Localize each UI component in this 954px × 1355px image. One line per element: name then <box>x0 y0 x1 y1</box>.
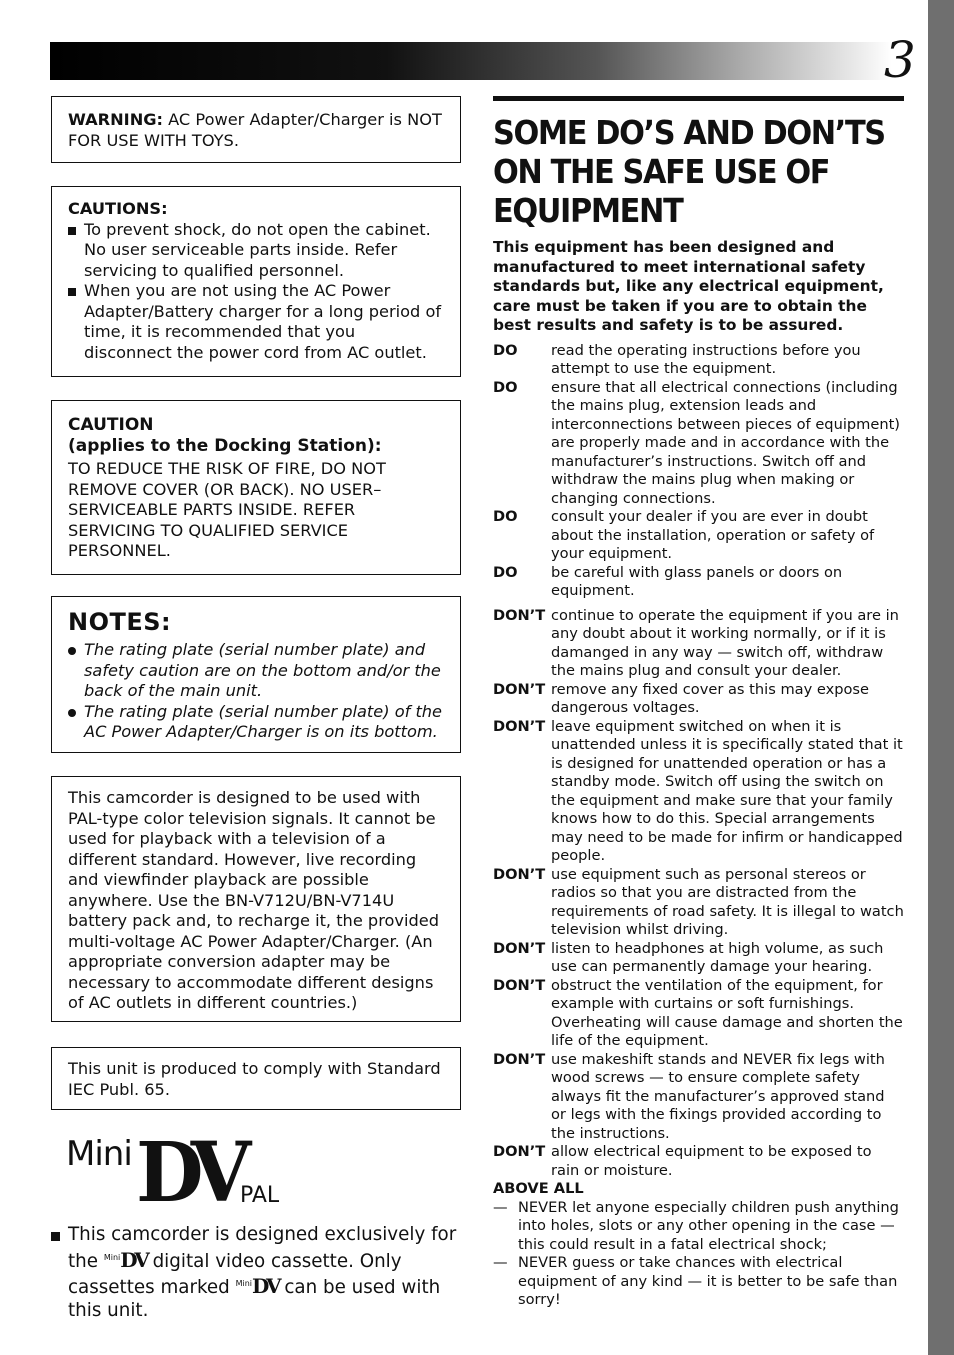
warning-box <box>51 96 461 163</box>
dont-rule: DON’T continue to operate the equipment if you are in any doubt about it working normally, or if it is damanged in any way — switch off, withdraw the mains plug and consult your dealer. <box>493 606 899 679</box>
cautions-item: To prevent shock, do not open the cabinet. No user serviceable parts inside. Refer servicing to qualified personnel. <box>68 220 446 282</box>
do-rule: DO ensure that all electrical connections (including the mains plug, extension leads and interconnections between pieces of equipment) are properly made and in accordance with the manufacturer’s instructions. Switch off and withdraw the mains plug when making or changing connections. <box>493 378 900 507</box>
cautions-title: CAUTIONS: <box>68 199 168 218</box>
header-bar <box>50 42 892 80</box>
notes-title: NOTES: <box>68 608 172 636</box>
dont-rule: DON’T use equipment such as personal stereos or radios so that you are distracted from the requirements of road safety. It is illegal to watch television whilst driving. <box>493 865 904 938</box>
dont-rule: DON’T use makeshift stands and NEVER fix legs with wood screws — to ensure complete safety always fit the manufacturer’s approved stand or legs with the fixings provided according to the instructions. <box>493 1050 885 1142</box>
dont-rule: DON’T remove any fixed cover as this may expose dangerous voltages. <box>493 680 870 716</box>
dont-rule: DON’T leave equipment switched on when it is unattended unless it is specifically stated that it is designed for unattended operation or has a standby mode. Switch off using the switch on the equipment and make sure that your family knows how to do this. Special arrangements may need to be made for infirm or handicapped people. <box>493 717 903 864</box>
docking-caution-text: TO REDUCE THE RISK OF FIRE, DO NOT REMOVE COVER (OR BACK). NO USER– SERVICEABLE PARTS INSIDE. REFER SERVICING TO QUALIFIED SERVICE PERSONNEL. <box>68 459 386 560</box>
minidv-logo-icon: DV <box>136 1125 240 1221</box>
square-bullet-icon <box>51 1232 60 1241</box>
pal-info-text: This camcorder is designed to be used with PAL-type color television signals. It cannot be used for playback with a television of a different standard. However, live recording and viewfinder playback are possible anywhere. Use the BN-V712U/BN-V714U battery pack and, to recharge it, the provided multi-voltage AC Power Adapter/Charger. (An appropriate conversion adapter may be necessary to accommodate different designs of AC outlets in different countries.) <box>68 788 439 1012</box>
warning-text <box>68 110 446 151</box>
notes-box <box>51 596 461 753</box>
minidv-inline-icon: DV <box>252 1274 279 1299</box>
do-rule: DO consult your dealer if you are ever in doubt about the installation, operation or safety of your equipment. <box>493 508 875 562</box>
docking-caution-box <box>51 400 461 575</box>
dont-rule: DON’T listen to headphones at high volume, as such use can permanently damage your hearing. <box>493 939 884 975</box>
square-bullet-icon <box>68 227 76 235</box>
dont-rule: DON’T allow electrical equipment to be exposed to rain or moisture. <box>493 1143 872 1179</box>
safety-rules <box>493 342 904 1310</box>
safety-intro: This equipment has been designed and manufactured to meet international safety standards but, like any electrical equipment, care must be taken if you are to obtain the best results and safety is to be assured. <box>493 238 884 334</box>
standard-text: This unit is produced to comply with Standard IEC Publ. 65. <box>68 1059 441 1099</box>
notes-list <box>68 640 446 743</box>
docking-caution-title: CAUTION <box>68 415 154 435</box>
minidv-logo-mini: Mini <box>66 1134 132 1174</box>
warning-body: AC Power Adapter/Charger is NOT FOR USE WITH TOYS. <box>68 110 442 150</box>
above-all-title: ABOVE ALL <box>493 1180 584 1197</box>
above-all-item: — NEVER guess or take chances with electrical equipment of any kind — it is better to be safe than sorry! <box>493 1254 898 1308</box>
do-rule: DO be careful with glass panels or doors on equipment. <box>493 563 843 599</box>
minidv-inline-mini: Mini <box>235 1279 253 1289</box>
standard-box <box>51 1047 461 1110</box>
cautions-item: When you are not using the AC Power Adapter/Battery charger for a long period of time, it is recommended that you disconnect the power cord from AC outlet. <box>68 281 446 363</box>
title-rule <box>493 96 904 101</box>
safety-section <box>493 96 904 1310</box>
safety-title: SOME DO’S AND DON’TS ON THE SAFE USE OF EQUIPMENT <box>493 113 885 230</box>
cassette-note: This camcorder is designed exclusively for the $^{Mini}$DV digital video cassette. Only cassettes marked $^{Mini}$DV can be used with this unit. <box>51 1224 461 1322</box>
pal-info-box <box>51 776 461 1022</box>
side-strip <box>928 0 954 1355</box>
round-bullet-icon <box>68 647 76 655</box>
minidv-logo-pal: PAL <box>240 1183 280 1208</box>
cautions-box <box>51 186 461 377</box>
dont-rule: DON’T obstruct the ventilation of the equipment, for example with curtains or soft furnishings. Overheating will cause damage and shorten the life of the equipment. <box>493 976 903 1049</box>
notes-item: The rating plate (serial number plate) and safety caution are on the bottom and/or the back of the main unit. <box>68 640 446 702</box>
square-bullet-icon <box>68 288 76 296</box>
notes-item: The rating plate (serial number plate) of the AC Power Adapter/Charger is on its bottom. <box>68 702 446 743</box>
page-number: 3 <box>884 31 916 89</box>
cautions-list <box>68 220 446 364</box>
minidv-inline-mini: Mini <box>103 1252 121 1262</box>
do-rule: DO read the operating instructions before you attempt to use the equipment. <box>493 341 861 377</box>
docking-caution-subtitle: (applies to the Docking Station): <box>68 435 382 456</box>
round-bullet-icon <box>68 709 76 717</box>
warning-label: WARNING: <box>68 110 163 129</box>
above-all-item: — NEVER let anyone especially children push anything into holes, slots or any other opening in the case — this could result in a fatal electrical shock; <box>493 1198 899 1253</box>
minidv-inline-icon: DV <box>120 1247 147 1272</box>
